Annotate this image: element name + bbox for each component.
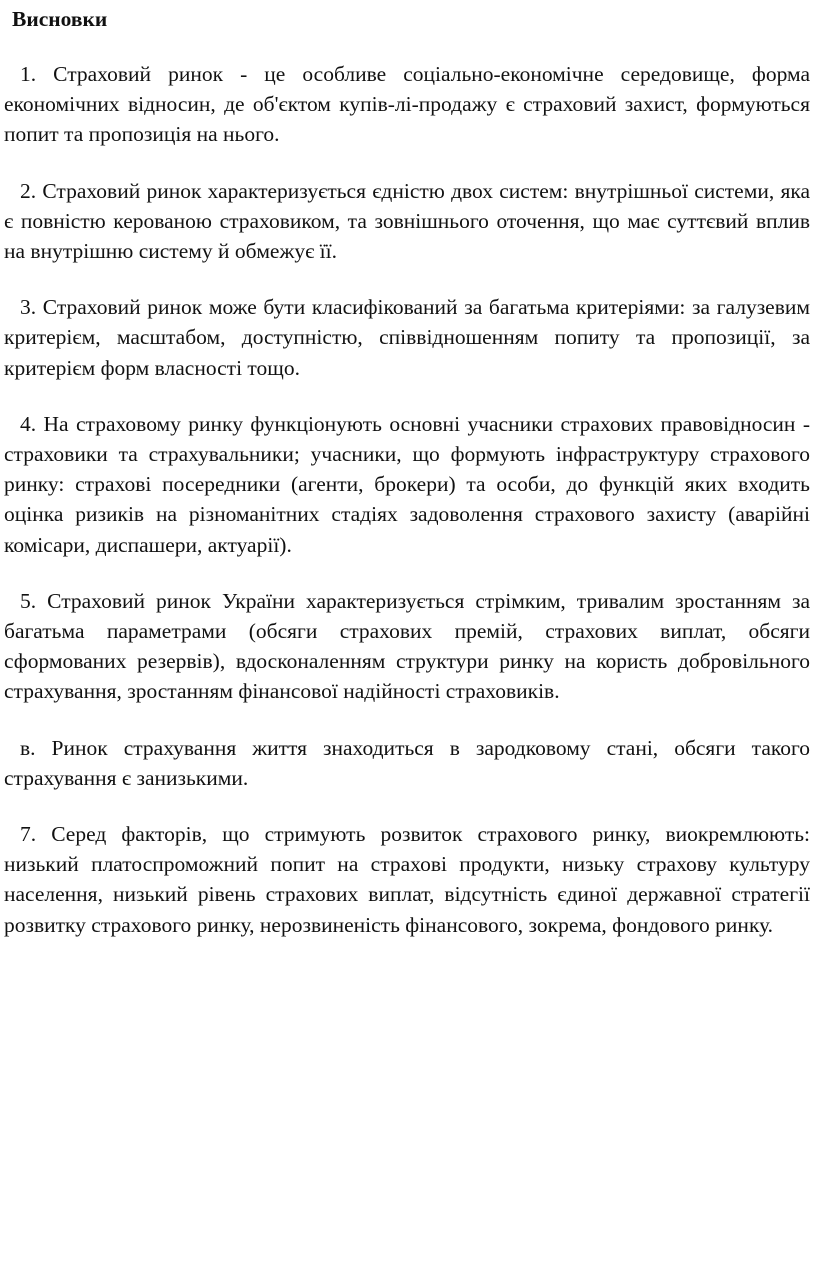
conclusion-paragraph-4: 4. На страховому ринку функціонують основні учасники страхових правовідносин - страховики та страхувальники; учасники, що формують інфраструктуру страхового ринку: страхові посередники (агенти, брокери) та особи, до функцій яких входить оцінка ризиків на різноманітних стадіях задоволення страхового захисту (аварійні комісари, диспашери, актуарії). [4, 411, 810, 557]
conclusion-paragraph-6: в. Ринок страхування життя знаходиться в зародковому стані, обсяги такого страхування є занизькими. [4, 735, 810, 790]
conclusion-paragraph-1: 1. Страховий ринок - це особливе соціально-економічне середовище, форма економічних відносин, де об'єктом купів-лі-продажу є страховий захист, формуються попит та пропозиція на нього. [4, 62, 810, 147]
conclusion-paragraph-5: 5. Страховий ринок України характеризується стрімким, тривалим зростанням за багатьма параметрами (обсяги страхових премій, страхових виплат, обсяги сформованих резервів), вдосконаленням структури ринку на користь добровільного страхування, зростанням фінансової надійності страховиків. [4, 588, 810, 704]
conclusion-paragraph-2: 2. Страховий ринок характеризується єдністю двох систем: внутрішньої системи, яка є повністю керованою страховиком, та зовнішнього оточення, що має суттєвий вплив на внутрішню систему й обмежує її. [4, 178, 810, 264]
conclusion-paragraph-7: 7. Серед факторів, що стримують розвиток страхового ринку, виокремлюють: низький платоспроможний попит на страхові продукти, низьку страхову культуру населення, низький рівень страхових виплат, відсутність єдиної державної стратегії розвитку страхового ринку, нерозвиненість фінансового, зокрема, фондового ринку. [4, 822, 810, 937]
document-title: Висновки [12, 7, 108, 31]
conclusion-paragraph-3: 3. Страховий ринок може бути класифікований за багатьма критеріями: за галузевим критерієм, масштабом, доступністю, співвідношенням попиту та пропозиції, за критерієм форм власності тощо. [4, 295, 810, 380]
